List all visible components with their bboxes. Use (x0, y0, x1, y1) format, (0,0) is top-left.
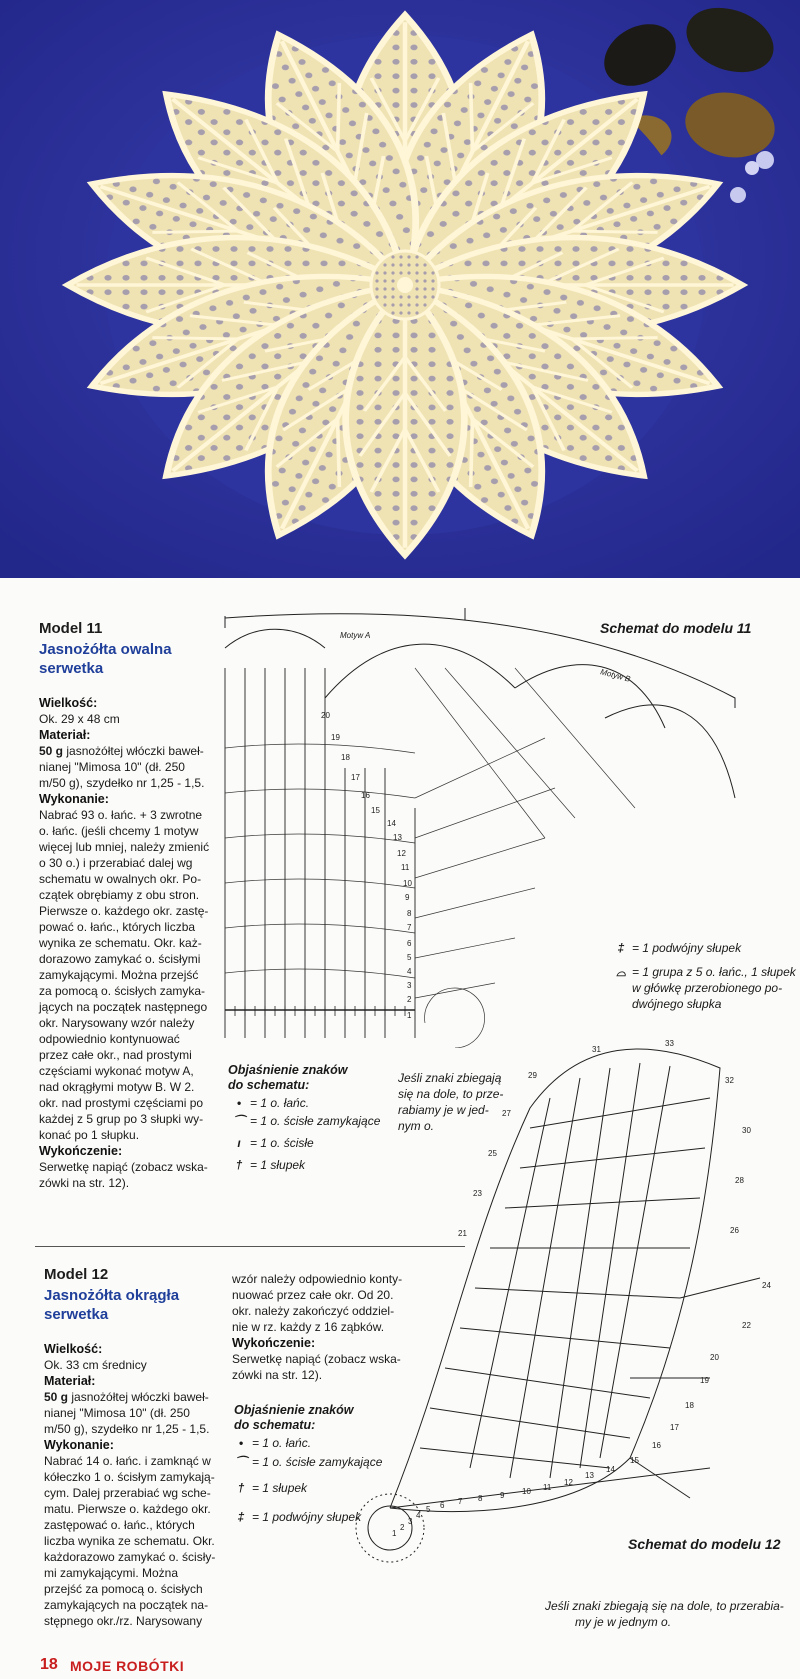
work-line: konać po 1 słupku. (39, 1128, 140, 1142)
legend-item: • = 1 o. łańc. (230, 1436, 311, 1452)
work-line: okr. nad prostymi częściami po (39, 1096, 204, 1110)
model-11-subtitle-1: Jasnożółta owalna (39, 641, 172, 658)
legend-item: ⌒ = 1 o. ścisłe zamykające (228, 1114, 380, 1130)
row-number: 2 (407, 995, 412, 1004)
legend-item: † = 1 słupek (228, 1158, 305, 1174)
legend-title: Objaśnienie znaków (234, 1403, 354, 1417)
motif-a-label: Motyw A (340, 631, 371, 640)
magazine-brand: MOJE ROBÓTKI (70, 1658, 185, 1674)
slip-stitch-icon: ⌒ (232, 1114, 245, 1128)
row-number: 18 (685, 1401, 694, 1410)
work-line: przez całe okr., nad prostymi (39, 1048, 192, 1062)
motif-b-label: Motyw B (599, 667, 632, 684)
legend-item: † = 1 słupek (230, 1481, 307, 1497)
work-line: matu. Pierwsze o. każdego okr. (44, 1502, 211, 1516)
legend-item: ⌓ = 1 grupa z 5 o. łańc., 1 słupek (610, 965, 796, 981)
double-crochet-icon: † (235, 1158, 243, 1172)
row-number: 12 (564, 1478, 573, 1487)
row-number: 6 (440, 1501, 445, 1510)
size-label: Wielkość: (39, 696, 98, 710)
row-number: 26 (730, 1226, 739, 1235)
work-line: nuować przez całe okr. Od 20. (232, 1288, 394, 1302)
row-number: 7 (458, 1497, 463, 1506)
legend-item: ‡ = 1 podwójny słupek (230, 1510, 361, 1526)
doily (68, 15, 743, 555)
work-line: jących na początek następnego (39, 1000, 208, 1014)
row-number: 24 (762, 1281, 771, 1290)
treble-crochet-icon: ‡ (237, 1510, 245, 1524)
work-line: o. łańc. (jeśli chcemy 1 motyw (39, 824, 199, 838)
legend-title: Objaśnienie znaków (228, 1063, 348, 1077)
legend-item-cont: w główkę przerobionego po- (632, 981, 783, 995)
legend-item-cont: dwójnego słupka (632, 997, 722, 1011)
material-line: nianej "Mimosa 10" (dł. 250 (44, 1406, 190, 1420)
legend-item: ⌒ = 1 o. ścisłe zamykające (230, 1455, 382, 1471)
work-line: więcej lub mniej, należy zmienić (39, 840, 210, 854)
divider (35, 1246, 465, 1247)
row-number: 19 (700, 1376, 709, 1385)
row-number: 25 (488, 1149, 497, 1158)
size-text: Ok. 29 x 48 cm (39, 712, 120, 726)
row-number: 15 (371, 806, 380, 815)
work-line: dorazowo zamykać o. ścisłymi (39, 952, 201, 966)
row-number: 16 (652, 1441, 661, 1450)
page-number: 18 (40, 1656, 58, 1673)
material-text: jasnożółtej włóczki baweł- (68, 1390, 209, 1404)
doily-illustration (0, 0, 800, 578)
work-line: zastępować o. łańc., których (44, 1518, 195, 1532)
material-weight: 50 g (44, 1390, 69, 1404)
double-crochet-icon: † (237, 1481, 245, 1495)
row-number: 11 (401, 863, 410, 872)
legend-item: ı = 1 o. ścisłe (228, 1136, 314, 1152)
material-line (39, 744, 204, 760)
row-number: 28 (735, 1176, 744, 1185)
row-number: 31 (592, 1045, 601, 1054)
row-number: 27 (502, 1109, 511, 1118)
work-line: schematu w owalnych okr. Po- (39, 872, 202, 886)
material-weight: 50 g (39, 744, 64, 758)
row-number: 7 (407, 923, 412, 932)
row-number: 17 (670, 1423, 679, 1432)
work-line: nie w rz. każdy z 16 ząbków. (232, 1320, 385, 1334)
material-label: Materiał: (44, 1374, 96, 1388)
work-line: Nabrać 14 o. łańc. i zamknąć w (44, 1454, 211, 1468)
material-line: m/50 g), szydełko nr 1,25 - 1,5. (44, 1422, 210, 1436)
model-12-subtitle-1: Jasnożółta okrągła (44, 1287, 180, 1304)
row-number: 1 (392, 1529, 397, 1538)
row-number: 4 (407, 967, 412, 976)
note-line: się na dole, to prze- (398, 1087, 504, 1101)
work-line: pować o. łańc., których liczba (39, 920, 196, 934)
work-line: cym. Dalej przerabiać wg sche- (44, 1486, 211, 1500)
work-line: czątek obrębiamy z obu stron. (39, 888, 200, 902)
row-number: 22 (742, 1321, 751, 1330)
row-number: 13 (585, 1471, 594, 1480)
legend-title: do schematu: (228, 1078, 310, 1092)
row-number: 10 (403, 879, 412, 888)
work-line: wzór należy odpowiednio konty- (232, 1272, 403, 1286)
note-line: Jeśli znaki zbiegają (398, 1071, 502, 1085)
model-12-subtitle-2: serwetka (44, 1306, 109, 1323)
row-number: 30 (742, 1126, 751, 1135)
work-line: za pomocą o. ścisłych zamyka- (39, 984, 206, 998)
note-line: my je w jednym o. (575, 1615, 672, 1629)
row-number: 33 (665, 1039, 674, 1048)
row-number: 2 (400, 1523, 405, 1532)
row-number: 12 (397, 849, 406, 858)
slip-stitch-icon: ⌒ (234, 1455, 247, 1469)
row-number: 14 (387, 819, 396, 828)
row-number: 19 (331, 733, 340, 742)
work-line: zamykających na początek na- (44, 1598, 209, 1612)
work-line: okr. należy zakończyć oddziel- (232, 1304, 395, 1318)
material-text: jasnożółtej włóczki baweł- (63, 744, 204, 758)
note-line: rabiamy je w jed- (398, 1103, 489, 1117)
material-line (44, 1390, 209, 1406)
size-text: Ok. 33 cm średnicy (44, 1358, 147, 1372)
finish-line: zówki na str. 12). (39, 1176, 130, 1190)
row-number: 5 (407, 953, 412, 962)
work-line: każdorazowo zamykać o. ścisły- (44, 1550, 216, 1564)
finish-line: zówki na str. 12). (232, 1368, 323, 1382)
row-number: 32 (725, 1076, 734, 1085)
work-label: Wykonanie: (39, 792, 109, 806)
row-number: 10 (522, 1487, 531, 1496)
material-line: m/50 g), szydełko nr 1,25 - 1,5. (39, 776, 205, 790)
work-line: kółeczko 1 o. ścisłym zamykają- (44, 1470, 215, 1484)
row-number: 3 (408, 1517, 413, 1526)
work-line: przejść za pomocą o. ścisłych (44, 1582, 203, 1596)
work-line: częściami wykonać motyw A, (39, 1064, 194, 1078)
work-line: okr. Narysowany wzór należy (39, 1016, 195, 1030)
row-number: 9 (500, 1491, 505, 1500)
work-line: nad okrągłymi motyw B. W 2. (39, 1080, 195, 1094)
chain-stitch-icon: • (236, 1096, 242, 1110)
row-number: 8 (407, 909, 412, 918)
note-line: nym o. (398, 1119, 435, 1133)
legend-item: • = 1 o. łańc. (228, 1096, 309, 1112)
row-number: 9 (405, 893, 410, 902)
row-number: 18 (341, 753, 350, 762)
row-number: 29 (528, 1071, 537, 1080)
finish-line: Serwetkę napiąć (zobacz wska- (232, 1352, 401, 1366)
row-number: 15 (630, 1456, 639, 1465)
model-11-subtitle-2: serwetka (39, 660, 104, 677)
row-number: 8 (478, 1494, 483, 1503)
work-line: mi zamykającymi. Można (44, 1566, 179, 1580)
work-line: Pierwsze o. każdego okr. zastę- (39, 904, 209, 918)
row-number: 17 (351, 773, 360, 782)
row-number: 20 (710, 1353, 719, 1362)
finish-line: Serwetkę napiąć (zobacz wska- (39, 1160, 208, 1174)
work-line: odpowiednio kontynuować (39, 1032, 180, 1046)
work-line: stępnego okr./rz. Narysowany (44, 1614, 203, 1628)
picot-group-icon: ⌓ (616, 965, 626, 979)
row-number: 23 (473, 1189, 482, 1198)
row-number: 4 (416, 1511, 421, 1520)
work-line: każdej z 5 grup po 3 słupki wy- (39, 1112, 204, 1126)
size-label: Wielkość: (44, 1342, 103, 1356)
model-11-heading: Model 11 (39, 620, 103, 637)
pattern-sheet (0, 578, 800, 1679)
work-line: wynika ze schematu. Okr. każ- (39, 936, 202, 950)
row-number: 3 (407, 981, 412, 990)
work-label: Wykonanie: (44, 1438, 114, 1452)
work-line: zamykającymi. Można przejść (39, 968, 199, 982)
row-number: 21 (458, 1229, 467, 1238)
legend-item: ‡ = 1 podwójny słupek (610, 941, 741, 957)
finish-label: Wykończenie: (232, 1336, 316, 1350)
work-line: liczba wynika ze schematu. Okr. (44, 1534, 215, 1548)
row-number: 6 (407, 939, 412, 948)
row-number: 11 (543, 1483, 552, 1492)
note-line: Jeśli znaki zbiegają się na dole, to przerabia- (545, 1599, 784, 1613)
material-line: nianej "Mimosa 10" (dł. 250 (39, 760, 185, 774)
row-number: 1 (407, 1011, 412, 1020)
doily-photo (0, 0, 800, 578)
schema-11-title: Schemat do modelu 11 (600, 620, 752, 636)
row-number: 14 (606, 1465, 615, 1474)
single-crochet-icon: ı (237, 1136, 241, 1150)
work-line: Nabrać 93 o. łańc. + 3 zwrotne (39, 808, 203, 822)
legend-title: do schematu: (234, 1418, 316, 1432)
row-number: 5 (426, 1505, 431, 1514)
schema-12-title: Schemat do modelu 12 (628, 1536, 781, 1552)
chain-stitch-icon: • (238, 1436, 244, 1450)
model-12-heading: Model 12 (44, 1266, 109, 1283)
row-number: 13 (393, 833, 402, 842)
finish-label: Wykończenie: (39, 1144, 123, 1158)
treble-crochet-icon: ‡ (617, 941, 625, 955)
row-number: 16 (361, 791, 370, 800)
material-label: Materiał: (39, 728, 91, 742)
work-line: o 30 o.) i przerabiać dalej wg (39, 856, 193, 870)
row-number: 20 (321, 711, 330, 720)
